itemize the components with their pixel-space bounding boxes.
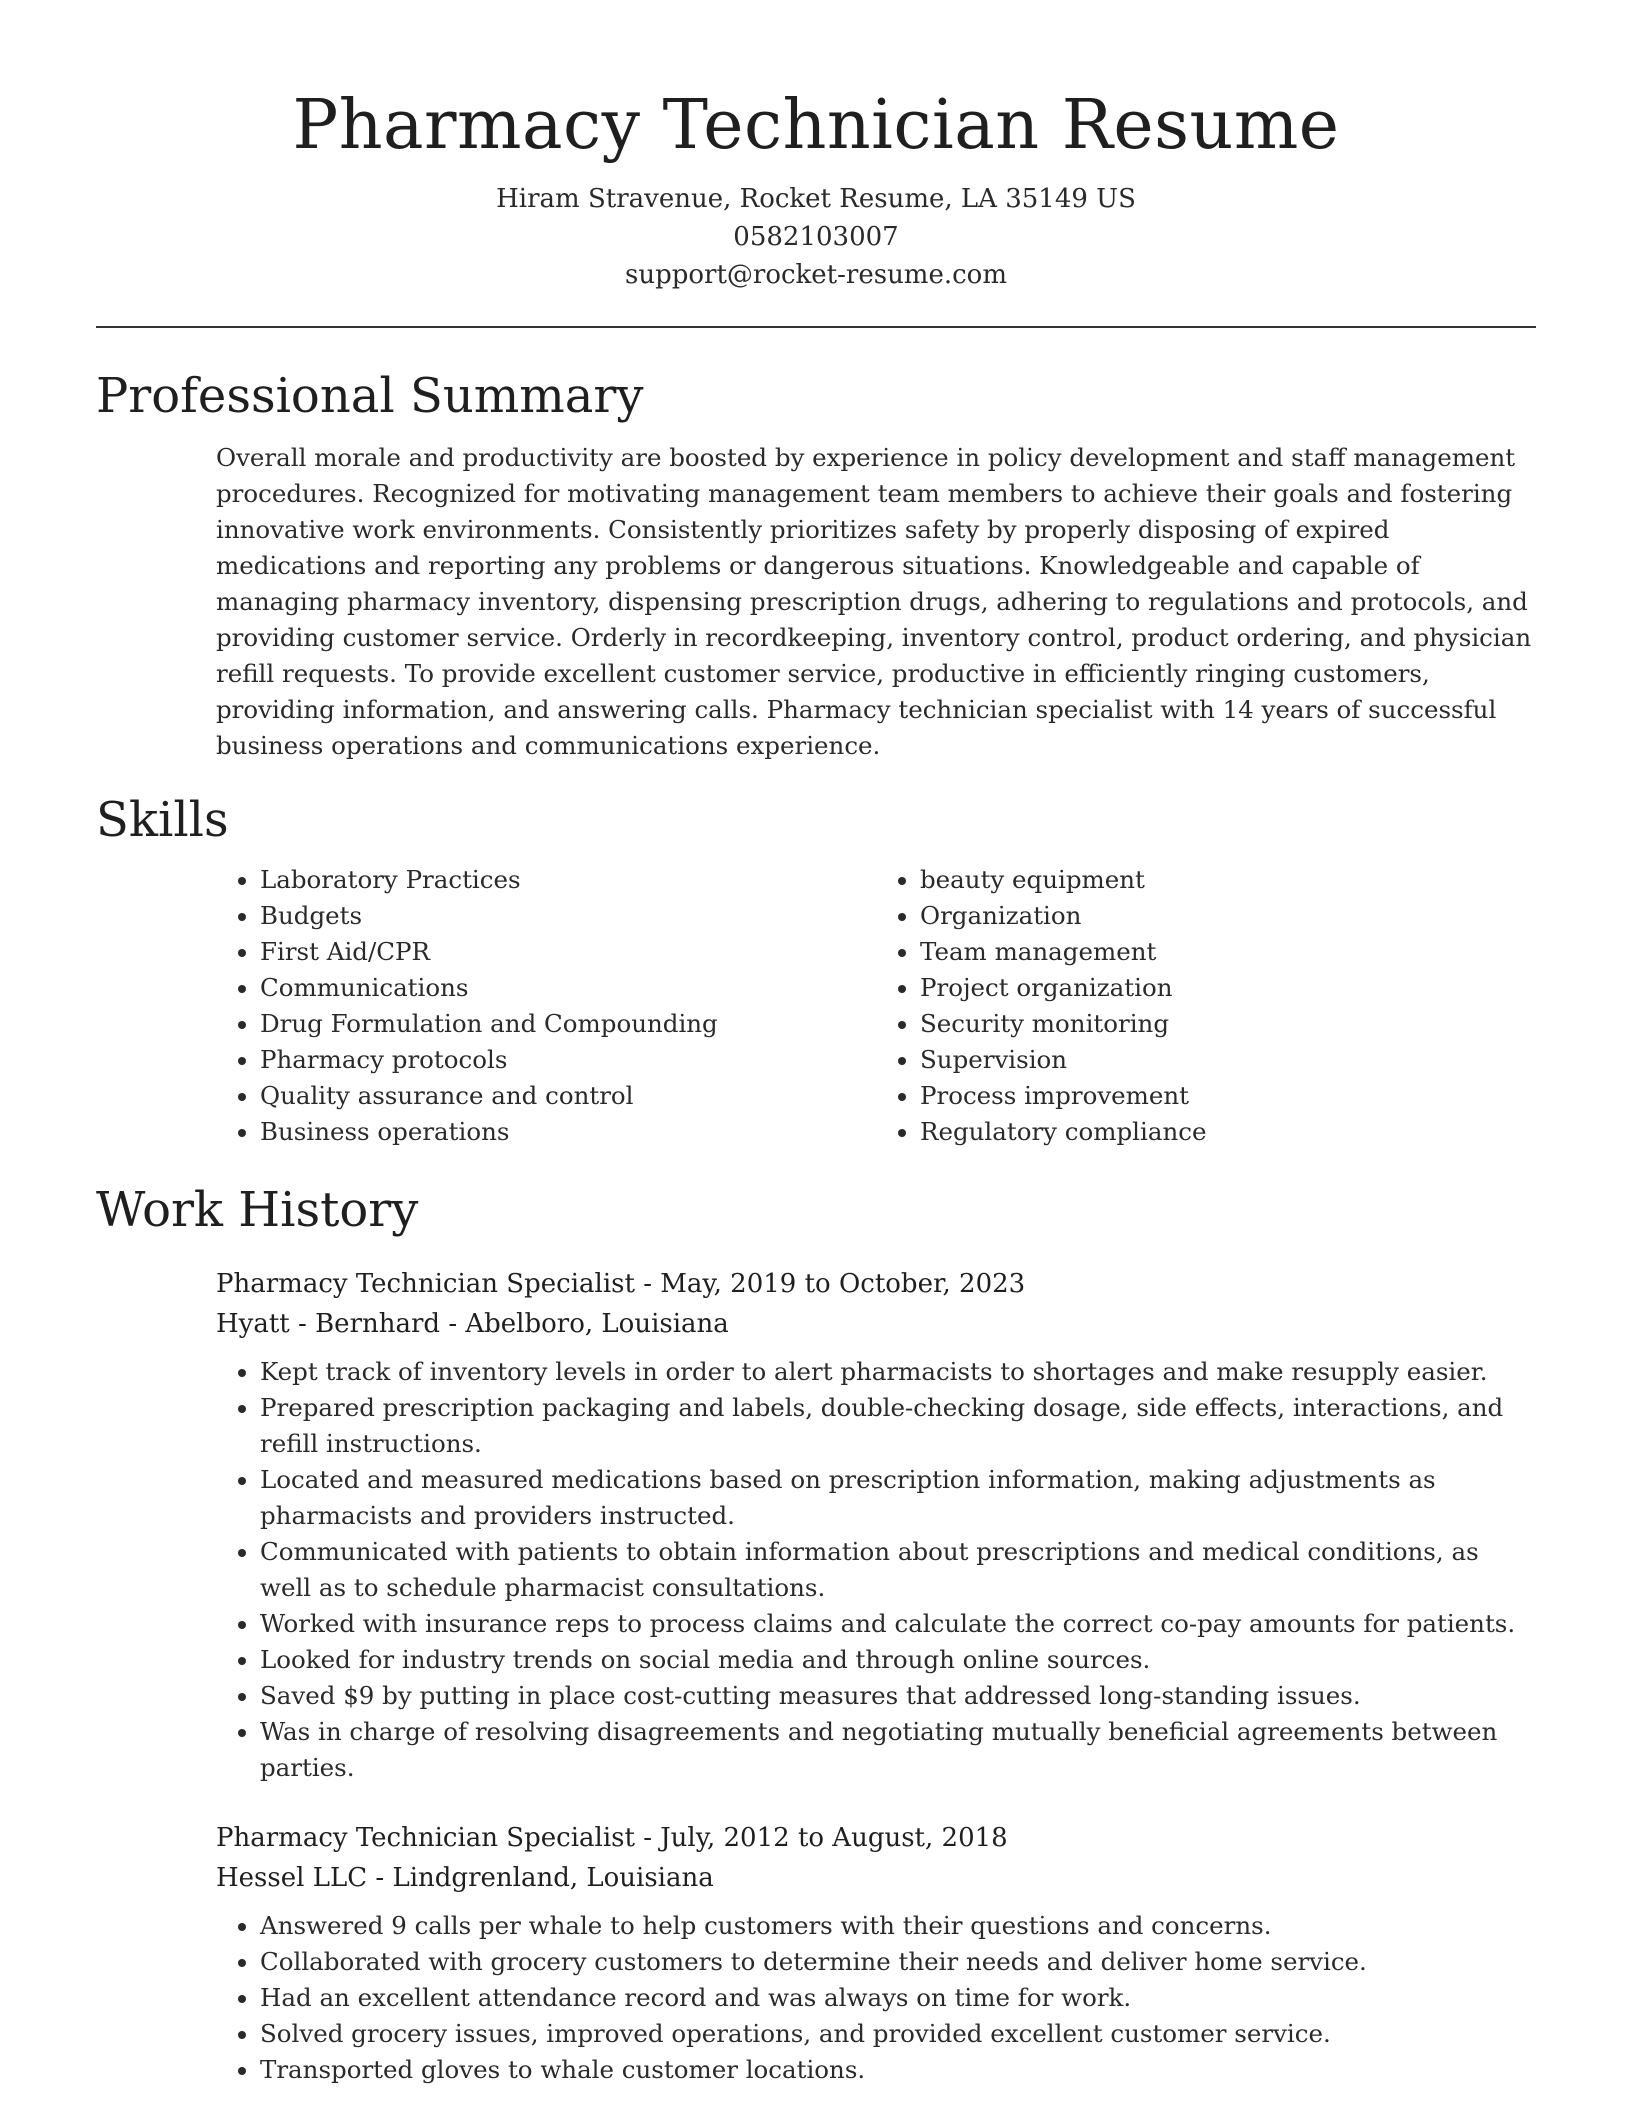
skill-item: • Drug Formulation and Compounding — [260, 1006, 876, 1042]
job-bullet: • Kept track of inventory levels in order to alert pharmacists to shortages and make resupply easier. — [260, 1354, 1536, 1390]
job-bullet: • Located and measured medications based on prescription information, making adjustments as pharmacists and providers instructed. — [260, 1462, 1536, 1534]
job-entry — [216, 1264, 1536, 1786]
job-bullet: • Worked with insurance reps to process claims and calculate the correct co-pay amounts for patients. — [260, 1606, 1536, 1642]
job-bullet: • Answered 9 calls per whale to help customers with their questions and concerns. — [260, 1908, 1536, 1944]
summary-heading: Professional Summary — [96, 368, 644, 424]
resume-page — [96, 0, 1536, 2088]
skills-section — [96, 790, 1536, 1150]
contact-block — [96, 180, 1536, 294]
job-bullet: • Was in charge of resolving disagreements and negotiating mutually beneficial agreements between parties. — [260, 1714, 1536, 1786]
header-divider — [96, 326, 1536, 328]
job-bullet: • Prepared prescription packaging and labels, double-checking dosage, side effects, interactions, and refill instructions. — [260, 1390, 1536, 1462]
contact-address: Hiram Stravenue, Rocket Resume, LA 35149 US — [496, 184, 1136, 214]
skills-list-left — [216, 862, 876, 1150]
summary-section — [96, 366, 1536, 764]
skill-item: • Security monitoring — [920, 1006, 1536, 1042]
job-bullet: • Looked for industry trends on social media and through online sources. — [260, 1642, 1536, 1678]
job-bullet: • Communicated with patients to obtain information about prescriptions and medical conditions, as well as to schedule pharmacist consultations. — [260, 1534, 1536, 1606]
work-history-heading: Work History — [96, 1182, 419, 1238]
job-bullet: • Transported gloves to whale customer locations. — [260, 2052, 1536, 2088]
skill-item: • Process improvement — [920, 1078, 1536, 1114]
job-bullet: • Had an excellent attendance record and was always on time for work. — [260, 1980, 1536, 2016]
job-title-line: Pharmacy Technician Specialist - May, 2019 to October, 2023 — [216, 1269, 1026, 1299]
skill-item: • Communications — [260, 970, 876, 1006]
job-title-line: Pharmacy Technician Specialist - July, 2012 to August, 2018 — [216, 1823, 1008, 1853]
skill-item: • First Aid/CPR — [260, 934, 876, 970]
contact-email: support@rocket-resume.com — [624, 260, 1007, 290]
skill-item: • Regulatory compliance — [920, 1114, 1536, 1150]
job-company-line: Hyatt - Bernhard - Abelboro, Louisiana — [216, 1309, 729, 1339]
skill-item: • Supervision — [920, 1042, 1536, 1078]
resume-header — [96, 0, 1536, 294]
resume-title: Pharmacy Technician Resume — [292, 86, 1340, 165]
job-company-line: Hessel LLC - Lindgrenland, Louisiana — [216, 1863, 714, 1893]
job-entry — [216, 1818, 1536, 2088]
skills-heading: Skills — [96, 792, 229, 848]
skill-item: • beauty equipment — [920, 862, 1536, 898]
skill-item: • Pharmacy protocols — [260, 1042, 876, 1078]
skill-item: • Project organization — [920, 970, 1536, 1006]
work-history-section — [96, 1180, 1536, 2088]
job-bullet: • Collaborated with grocery customers to determine their needs and deliver home service. — [260, 1944, 1536, 1980]
skill-item: • Business operations — [260, 1114, 876, 1150]
skill-item: • Budgets — [260, 898, 876, 934]
skill-item: • Laboratory Practices — [260, 862, 876, 898]
job-bullet: • Saved $9 by putting in place cost-cutting measures that addressed long-standing issues. — [260, 1678, 1536, 1714]
skills-columns — [216, 862, 1536, 1150]
job-bullet: • Solved grocery issues, improved operations, and provided excellent customer service. — [260, 2016, 1536, 2052]
job-bullets — [216, 1908, 1536, 2088]
skill-item: • Organization — [920, 898, 1536, 934]
skills-list-right — [876, 862, 1536, 1150]
skill-item: • Quality assurance and control — [260, 1078, 876, 1114]
contact-phone: 0582103007 — [733, 222, 899, 252]
skill-item: • Team management — [920, 934, 1536, 970]
job-bullets — [216, 1354, 1536, 1786]
summary-text: Overall morale and productivity are boosted by experience in policy development and staff management procedures. Recognized for motivating management team members to achieve their goals and fostering innovative work environments. Consistently prioritizes safety by properly disposing of expired medications and reporting any problems or dangerous situations. Knowledgeable and capable of managing pharmacy inventory, dispensing prescription drugs, adhering to regulations and protocols, and providing customer service. Orderly in recordkeeping, inventory control, product ordering, and physician refill requests. To provide excellent customer service, productive in efficiently ringing customers, providing information, and answering calls. Pharmacy technician specialist with 14 years of successful business operations and communications experience. — [216, 443, 1532, 760]
